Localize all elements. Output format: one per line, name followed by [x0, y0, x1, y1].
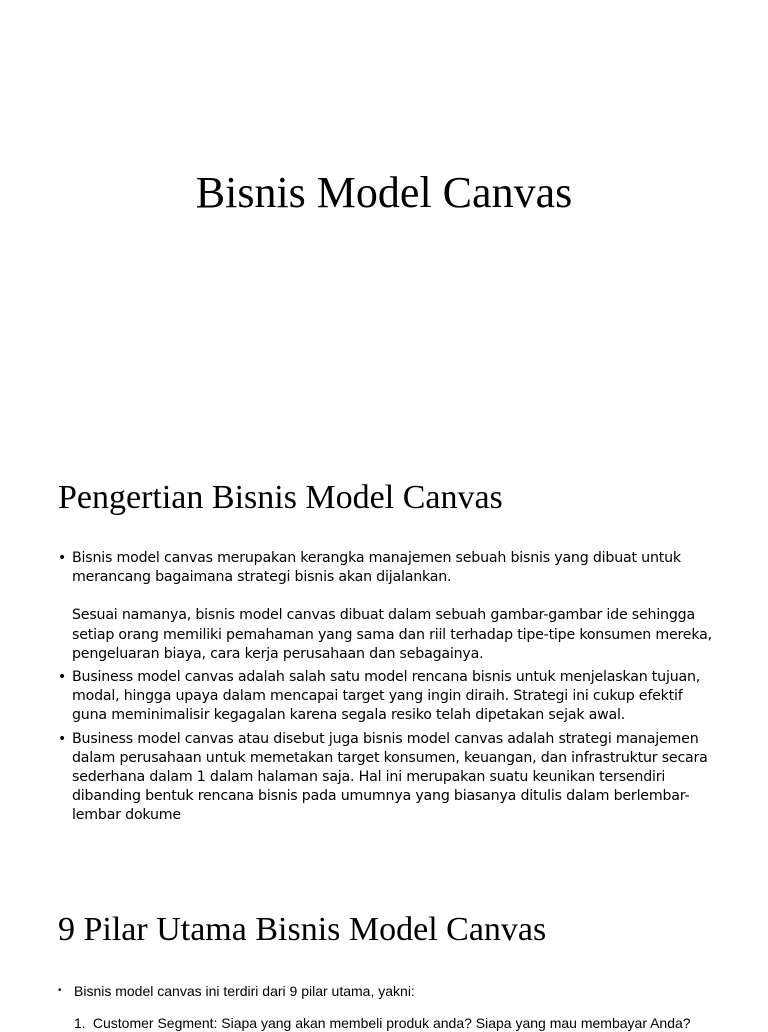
bullet-item — [58, 730, 718, 826]
bullet-icon: • — [58, 985, 62, 996]
bullet-item — [58, 668, 718, 726]
bullet-icon: • — [58, 730, 67, 747]
paragraph-spacer — [72, 587, 718, 606]
numbered-item — [74, 1014, 714, 1032]
bullet-paragraph: Sesuai namanya, bisnis model canvas dibuat dalam sebuah gambar-gambar ide sehingga setiap orang memiliki pemahaman yang sama dan riil terhadap tipe-tipe konsumen mereka, pengeluaran biaya, cara kerja perusahaan dan sebagainya. — [72, 607, 712, 662]
pilar-numbered-list — [74, 1014, 714, 1032]
item-text: Customer Segment: Siapa yang akan membeli produk anda? Siapa yang mau membayar Anda? — [92, 1015, 691, 1031]
bullet-item — [58, 982, 718, 1000]
item-number: 1. — [74, 1015, 86, 1031]
pilar-bullet-list — [58, 982, 718, 1000]
pengertian-heading: Pengertian Bisnis Model Canvas — [58, 479, 503, 516]
bullet-icon: • — [58, 550, 67, 566]
bullet-icon: • — [58, 669, 67, 686]
bullet-paragraph: Bisnis model canvas merupakan kerangka manajemen sebuah bisnis yang dibuat untuk merancang bagaimana strategi bisnis akan dijalankan. — [72, 550, 681, 586]
pilar-slide — [0, 880, 768, 1031]
bullet-item — [58, 549, 718, 664]
bullet-paragraph: Business model canvas adalah salah satu model rencana bisnis untuk menjelaskan tujuan, modal, hingga upaya dalam mencapai target yang ingin diraih. Strategi ini cukup efektif guna meminimalisir kegagalan karena segala resiko telah dipetakan sejak awal. — [72, 669, 701, 724]
pilar-intro-text: Bisnis model canvas ini terdiri dari 9 pilar utama, yakni: — [74, 983, 415, 999]
pengertian-bullet-list — [58, 549, 718, 830]
presentation-title: Bisnis Model Canvas — [195, 168, 573, 217]
title-slide — [0, 0, 768, 440]
pilar-heading: 9 Pilar Utama Bisnis Model Canvas — [58, 911, 547, 948]
bullet-paragraph: Business model canvas atau disebut juga bisnis model canvas adalah strategi manajemen dalam perusahaan untuk memetakan target konsumen, keuangan, dan infrastruktur secara sederhana dalam 1 dalam halaman saja. Hal ini merupakan suatu keunikan tersendiri dibanding bentuk rencana bisnis pada umumnya yang biasanya ditulis dalam berlembar-lembar dokume — [72, 730, 708, 824]
pengertian-slide — [0, 440, 768, 880]
